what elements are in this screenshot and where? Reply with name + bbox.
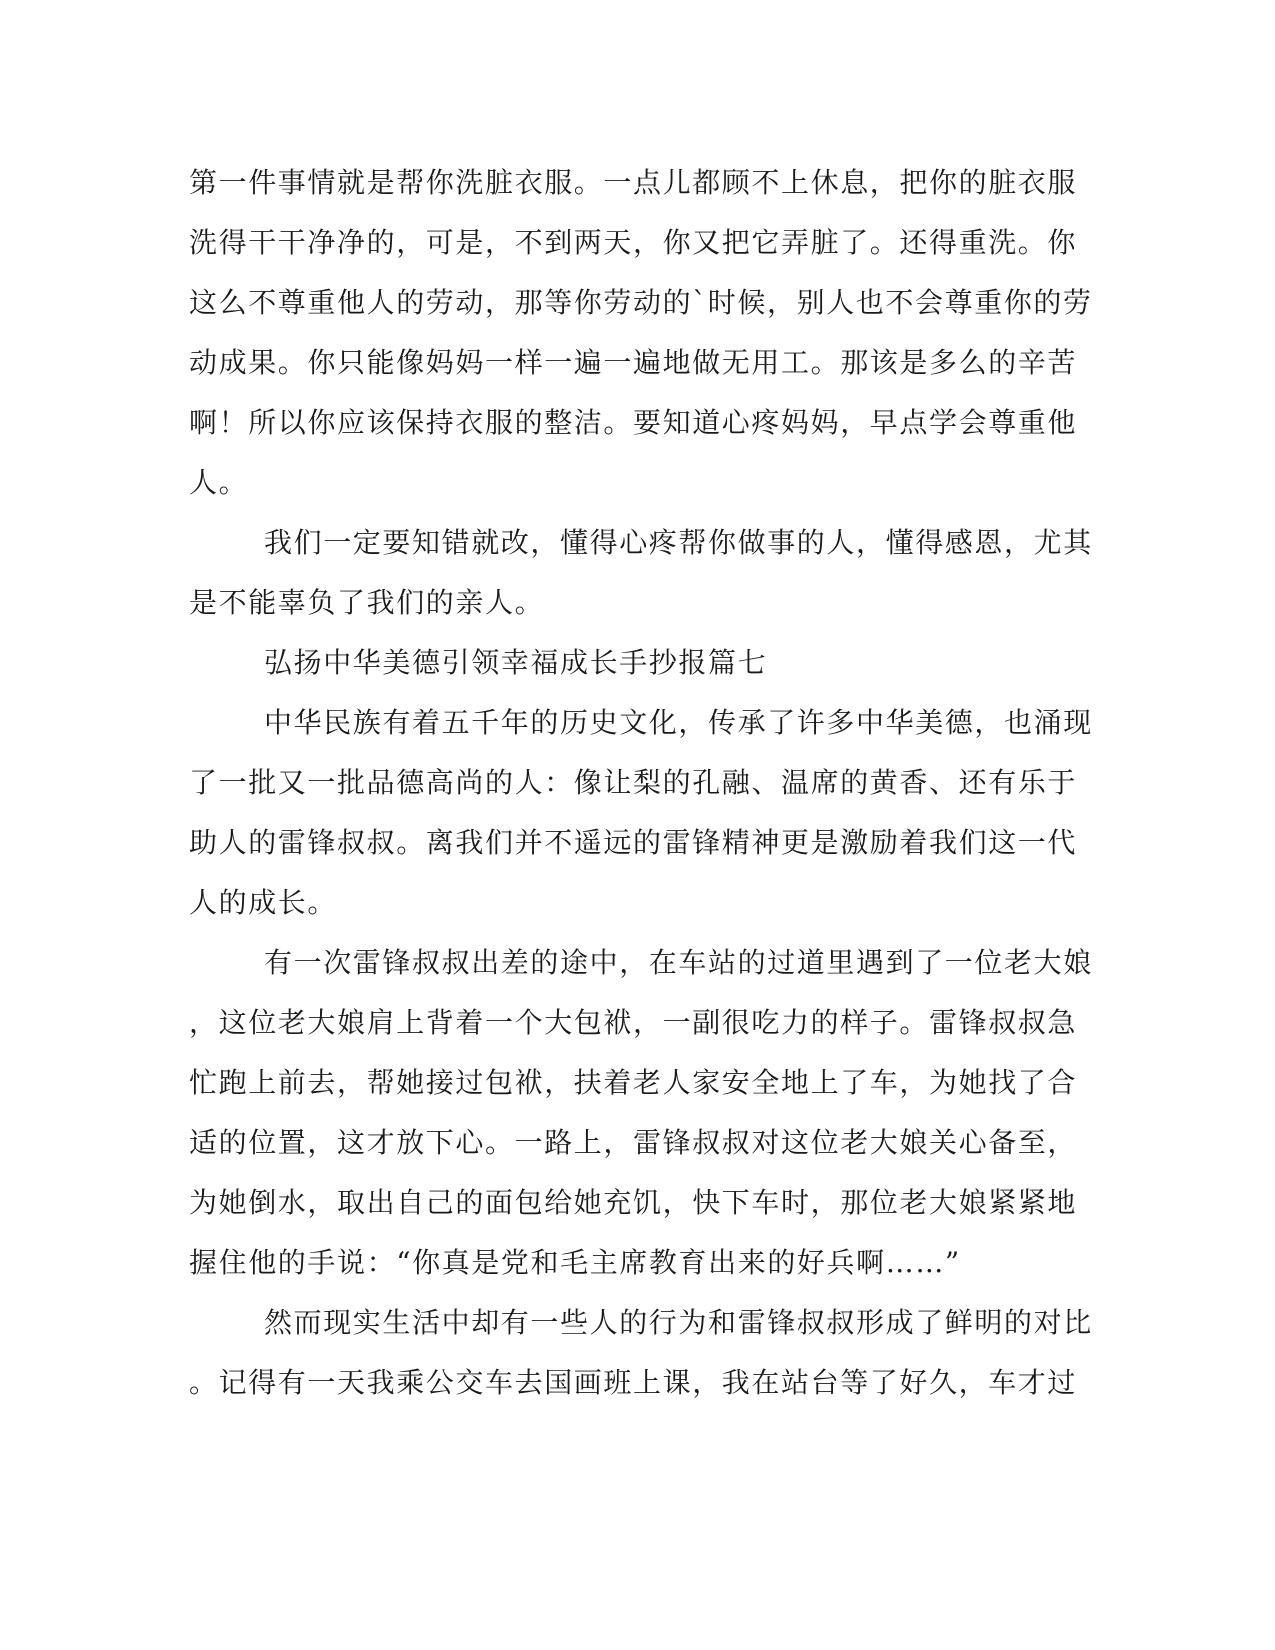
text-line: 人。 xyxy=(189,466,249,499)
text-line: 。记得有一天我乘公交车去国画班上课，我在站台等了好久，车才过 xyxy=(189,1366,1078,1399)
text-line: ，这位老大娘肩上背着一个大包袱，一副很吃力的样子。雷锋叔叔急 xyxy=(189,1006,1078,1039)
text-line: 啊！所以你应该保持衣服的整洁。要知道心疼妈妈，早点学会尊重他 xyxy=(189,406,1078,439)
paragraph-first-line: 然而现实生活中却有一些人的行为和雷锋叔叔形成了鲜明的对比 xyxy=(264,1306,1093,1339)
text-line: 这么不尊重他人的劳动，那等你劳动的`时候，别人也不会尊重你的劳 xyxy=(189,286,1093,319)
text-line: 动成果。你只能像妈妈一样一遍一遍地做无用工。那该是多么的辛苦 xyxy=(189,346,1078,379)
section-heading: 弘扬中华美德引领幸福成长手抄报篇七 xyxy=(264,646,768,679)
paragraph-first-line: 有一次雷锋叔叔出差的途中，在车站的过道里遇到了一位老大娘 xyxy=(264,946,1093,979)
text-line: 了一批又一批品德高尚的人：像让梨的孔融、温席的黄香、还有乐于 xyxy=(189,766,1078,799)
text-line: 适的位置，这才放下心。一路上，雷锋叔叔对这位老大娘关心备至， xyxy=(189,1126,1078,1159)
text-line: 是不能辜负了我们的亲人。 xyxy=(189,586,545,619)
text-line: 为她倒水，取出自己的面包给她充饥，快下车时，那位老大娘紧紧地 xyxy=(189,1186,1078,1219)
text-line: 第一件事情就是帮你洗脏衣服。一点儿都顾不上休息，把你的脏衣服 xyxy=(189,166,1078,199)
paragraph-first-line: 中华民族有着五千年的历史文化，传承了许多中华美德，也涌现 xyxy=(264,706,1093,739)
text-line: 助人的雷锋叔叔。离我们并不遥远的雷锋精神更是激励着我们这一代 xyxy=(189,826,1078,859)
text-line: 忙跑上前去，帮她接过包袱，扶着老人家安全地上了车，为她找了合 xyxy=(189,1066,1078,1099)
text-line: 洗得干干净净的，可是，不到两天，你又把它弄脏了。还得重洗。你 xyxy=(189,226,1078,259)
text-line: 人的成长。 xyxy=(189,886,338,919)
text-line: 握住他的手说：“你真是党和毛主席教育出来的好兵啊……” xyxy=(189,1246,961,1279)
paragraph-first-line: 我们一定要知错就改，懂得心疼帮你做事的人，懂得感恩，尤其 xyxy=(264,526,1093,559)
